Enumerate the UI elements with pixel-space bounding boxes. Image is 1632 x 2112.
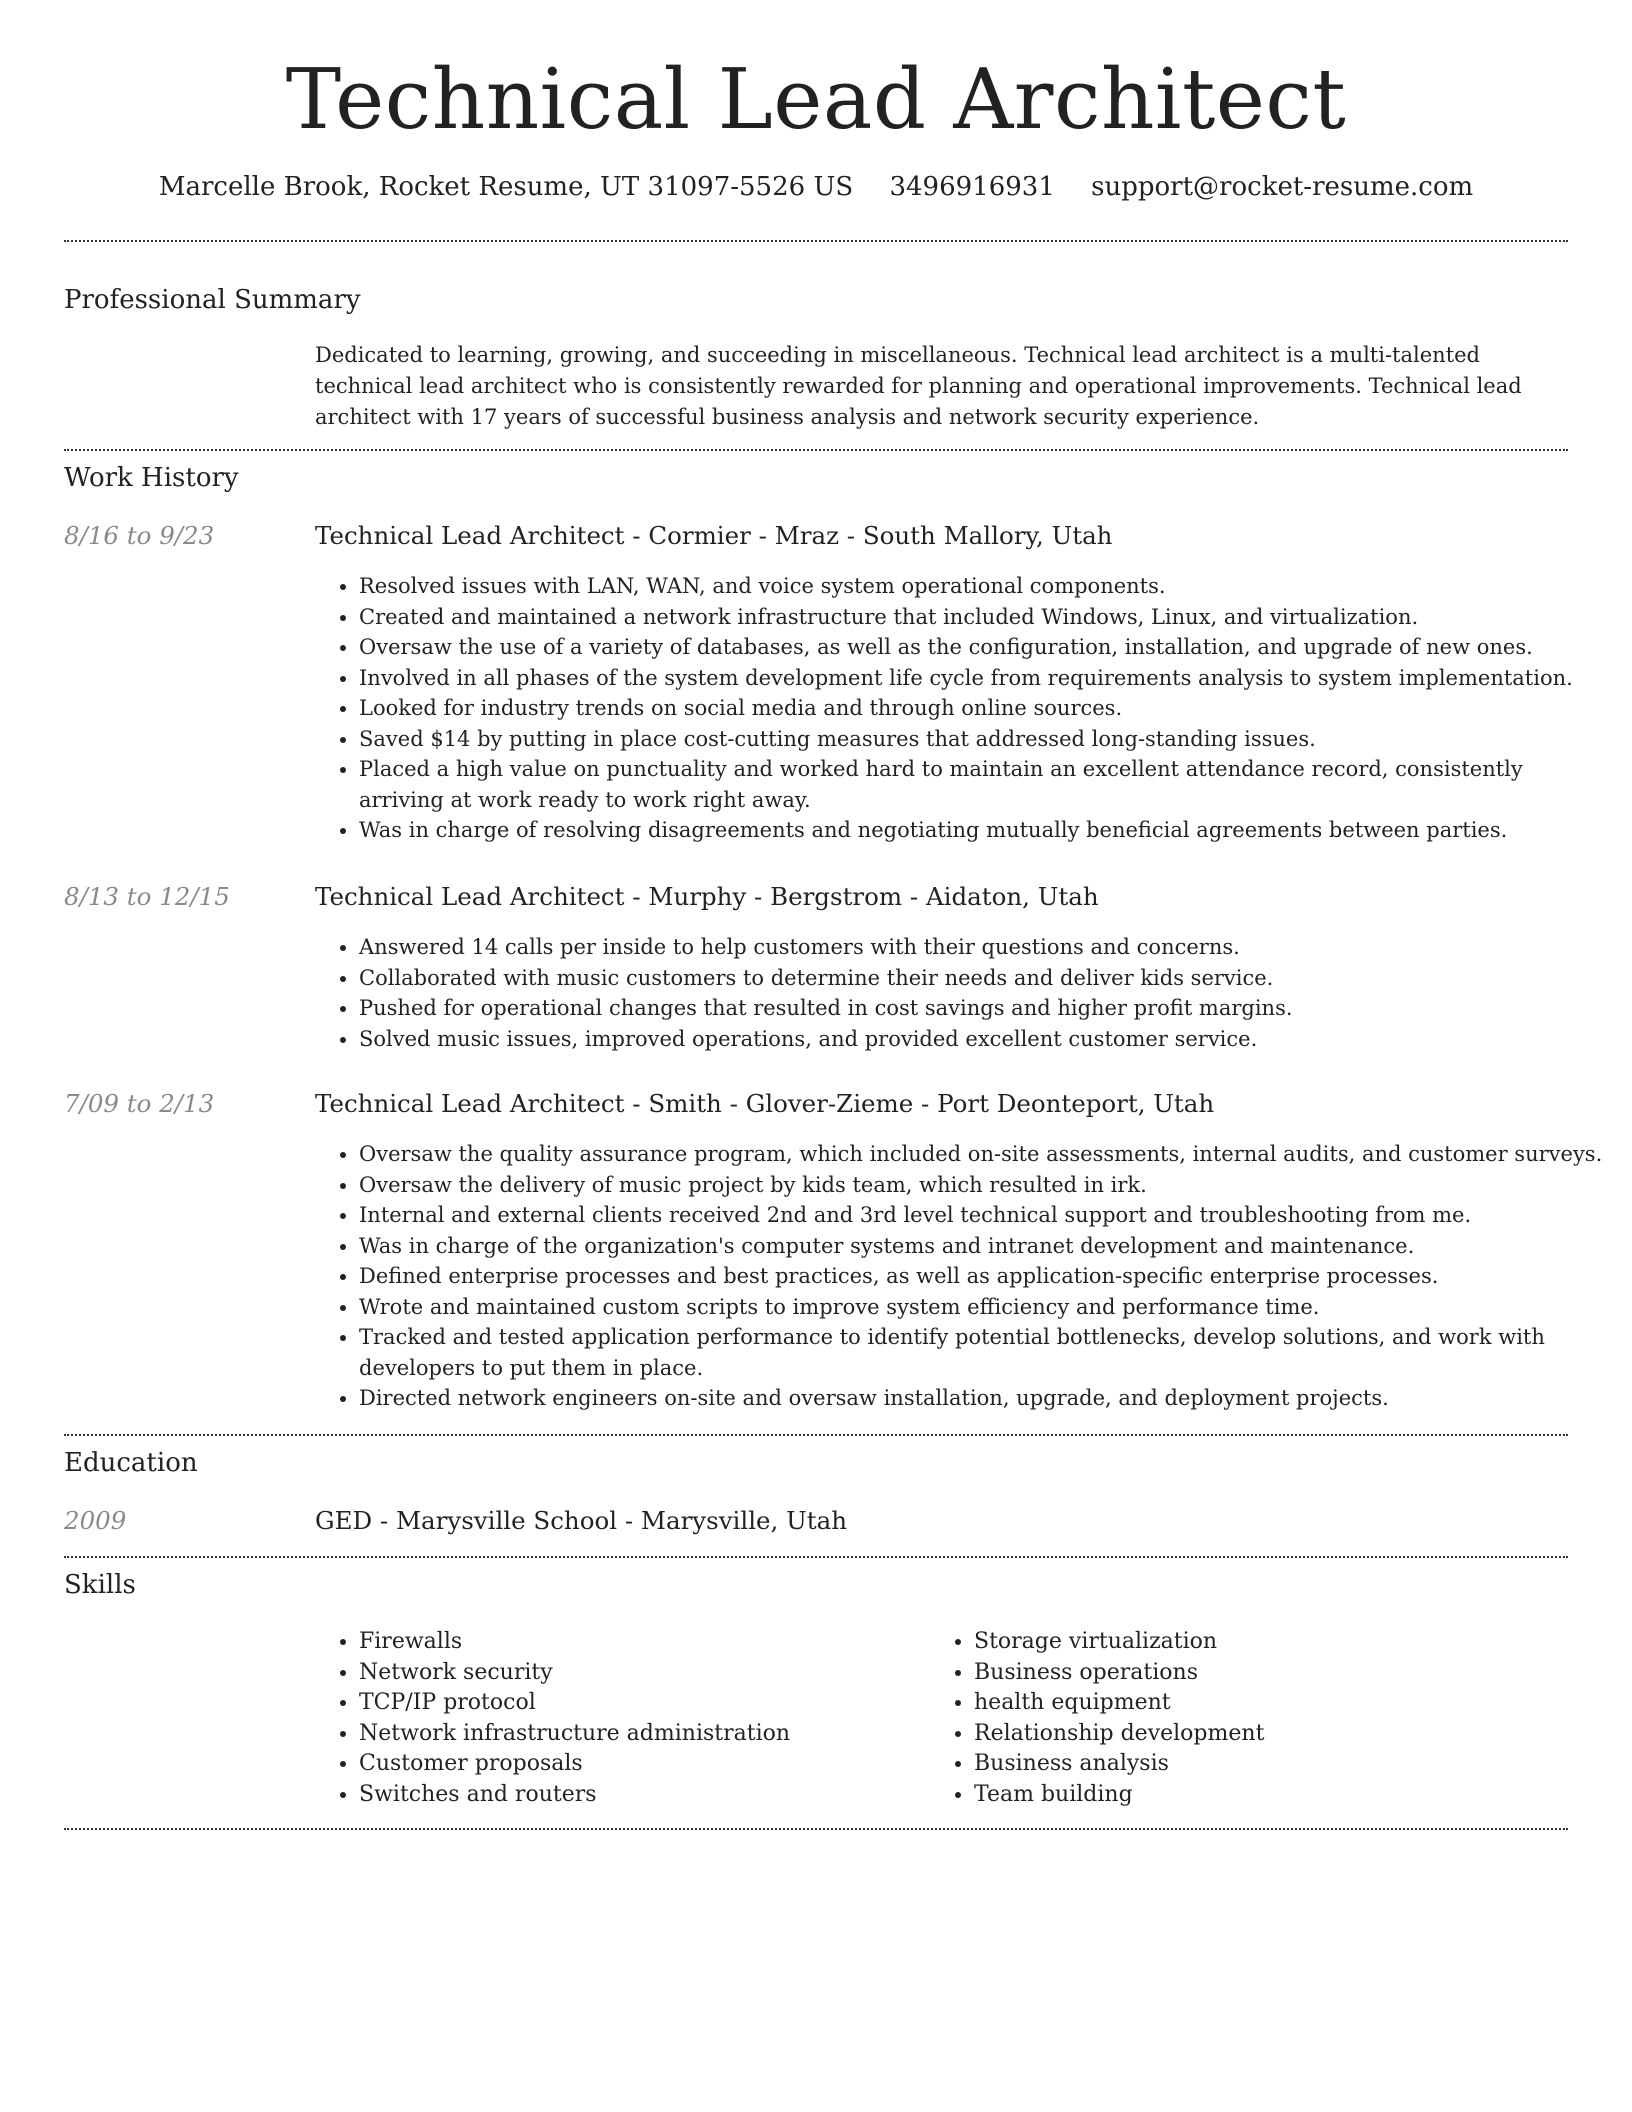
skill-item: • Storage virtualization bbox=[974, 1627, 1554, 1658]
contact-phone: 3496916931 bbox=[889, 172, 1055, 202]
list-item: • Involved in all phases of the system development life cycle from requirements analysis to system implementation. bbox=[359, 663, 1612, 694]
skill-item: • Relationship development bbox=[974, 1719, 1554, 1750]
skill-item: • health equipment bbox=[974, 1688, 1554, 1719]
skill-item: • Firewalls bbox=[359, 1627, 939, 1658]
list-item: • Was in charge of resolving disagreements and negotiating mutually beneficial agreements between parties. bbox=[359, 815, 1612, 846]
list-item: • Oversaw the delivery of music project by kids team, which resulted in irk. bbox=[359, 1170, 1612, 1201]
skill-item: • Customer proposals bbox=[359, 1749, 939, 1780]
list-item: • Placed a high value on punctuality and worked hard to maintain an excellent attendance record, consistently arriving at work ready to work right away. bbox=[359, 754, 1612, 815]
list-item: • Collaborated with music customers to determine their needs and deliver kids service. bbox=[359, 963, 1612, 994]
divider bbox=[64, 1434, 1568, 1436]
list-item: • Was in charge of the organization's computer systems and intranet development and maintenance. bbox=[359, 1231, 1612, 1262]
list-item: • Internal and external clients received 2nd and 3rd level technical support and troubleshooting from me. bbox=[359, 1200, 1612, 1231]
job-bullets bbox=[315, 571, 1612, 846]
list-item: • Answered 14 calls per inside to help customers with their questions and concerns. bbox=[359, 932, 1612, 963]
contact-line bbox=[0, 170, 1632, 204]
list-item: • Tracked and tested application performance to identify potential bottlenecks, develop solutions, and work with developers to put them in place. bbox=[359, 1322, 1612, 1383]
education-heading: Education bbox=[64, 1448, 198, 1478]
work-history-heading: Work History bbox=[64, 463, 239, 493]
skill-item: • Business analysis bbox=[974, 1749, 1554, 1780]
list-item: • Created and maintained a network infrastructure that included Windows, Linux, and virtualization. bbox=[359, 602, 1612, 633]
education-entry: GED - Marysville School - Marysville, Utah bbox=[315, 1506, 848, 1535]
job-title: Technical Lead Architect - Cormier - Mraz - South Mallory, Utah bbox=[315, 521, 1113, 550]
resume-title: Technical Lead Architect bbox=[285, 51, 1347, 148]
contact-email[interactable]: support@rocket-resume.com bbox=[1091, 172, 1474, 202]
list-item: • Defined enterprise processes and best practices, as well as application-specific enterprise processes. bbox=[359, 1261, 1612, 1292]
job-bullets bbox=[315, 932, 1612, 1054]
education-year: 2009 bbox=[64, 1506, 127, 1535]
divider bbox=[64, 240, 1568, 242]
job-dates: 7/09 to 2/13 bbox=[64, 1089, 215, 1118]
job-bullets bbox=[315, 1139, 1612, 1414]
divider bbox=[64, 1556, 1568, 1558]
skills-list-left bbox=[315, 1627, 939, 1810]
summary-heading: Professional Summary bbox=[64, 285, 361, 315]
job-title: Technical Lead Architect - Smith - Glover-Zieme - Port Deonteport, Utah bbox=[315, 1089, 1215, 1118]
list-item: • Directed network engineers on-site and oversaw installation, upgrade, and deployment projects. bbox=[359, 1383, 1612, 1414]
skills-heading: Skills bbox=[64, 1570, 136, 1600]
job-dates: 8/16 to 9/23 bbox=[64, 521, 215, 550]
skill-item: • Team building bbox=[974, 1780, 1554, 1811]
list-item: • Looked for industry trends on social media and through online sources. bbox=[359, 693, 1612, 724]
summary-text: Dedicated to learning, growing, and succeeding in miscellaneous. Technical lead architect is a multi-talented technical lead architect who is consistently rewarded for planning and operational improvements. Technical lead architect with 17 years of successful business analysis and network security experience. bbox=[315, 343, 1522, 429]
job-title: Technical Lead Architect - Murphy - Bergstrom - Aidaton, Utah bbox=[315, 882, 1099, 911]
list-item: • Saved $14 by putting in place cost-cutting measures that addressed long-standing issues. bbox=[359, 724, 1612, 755]
list-item: • Oversaw the use of a variety of databases, as well as the configuration, installation, and upgrade of new ones. bbox=[359, 632, 1612, 663]
divider bbox=[64, 449, 1568, 451]
skills-list-right bbox=[930, 1627, 1554, 1810]
skill-item: • Switches and routers bbox=[359, 1780, 939, 1811]
list-item: • Oversaw the quality assurance program, which included on-site assessments, internal audits, and customer surveys. bbox=[359, 1139, 1612, 1170]
skill-item: • TCP/IP protocol bbox=[359, 1688, 939, 1719]
list-item: • Resolved issues with LAN, WAN, and voice system operational components. bbox=[359, 571, 1612, 602]
skill-item: • Business operations bbox=[974, 1658, 1554, 1689]
list-item: • Pushed for operational changes that resulted in cost savings and higher profit margins. bbox=[359, 993, 1612, 1024]
job-dates: 8/13 to 12/15 bbox=[64, 882, 230, 911]
skill-item: • Network security bbox=[359, 1658, 939, 1689]
skill-item: • Network infrastructure administration bbox=[359, 1719, 939, 1750]
contact-address: Marcelle Brook, Rocket Resume, UT 31097-5526 US bbox=[158, 172, 854, 202]
list-item: • Solved music issues, improved operations, and provided excellent customer service. bbox=[359, 1024, 1612, 1055]
list-item: • Wrote and maintained custom scripts to improve system efficiency and performance time. bbox=[359, 1292, 1612, 1323]
divider bbox=[64, 1828, 1568, 1830]
